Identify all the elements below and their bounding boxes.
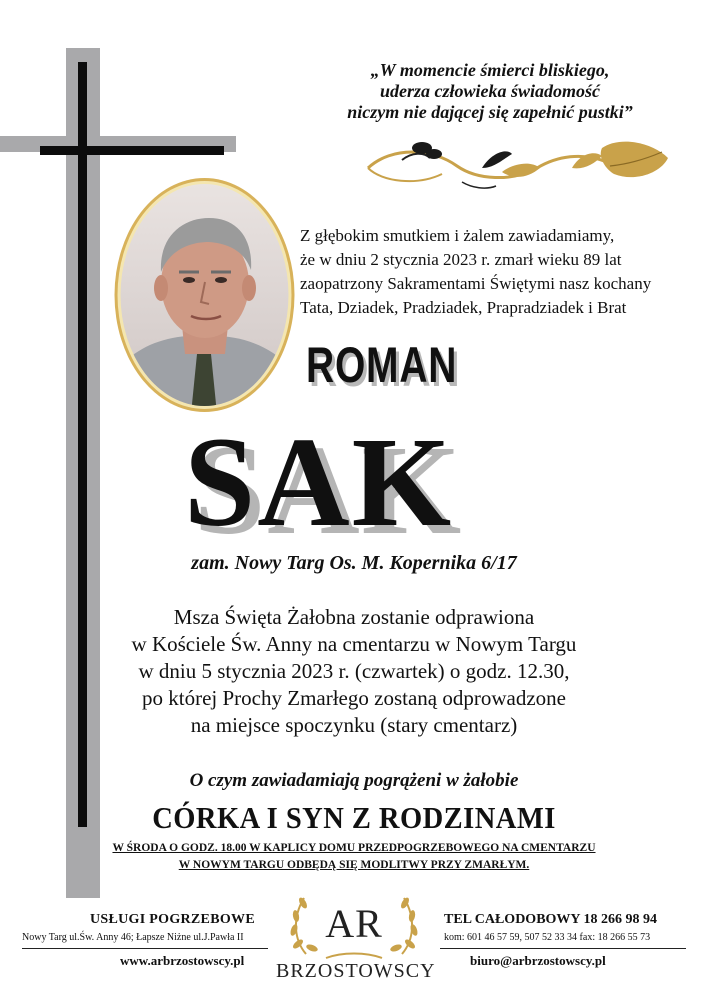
mass-line: w Kościele Św. Anny na cmentarzu w Nowym Targu [131,632,577,656]
announcement-intro [300,224,652,320]
quote-line: „W momencie śmierci bliskiego, [370,60,610,80]
deceased-address: zam. Nowy Targ Os. M. Kopernika 6/17 [191,552,517,574]
funeral-home-logo [276,884,436,996]
intro-line: Z głębokim smutkiem i żalem zawiadamiamy, [300,226,615,245]
intro-line: Tata, Dziadek, Pradziadek, Prapradziadek i Brat [300,298,627,317]
email-link[interactable]: biuro@arbrzostowscy.pl [470,953,606,968]
mass-line: po której Prochy Zmarłego zostaną odprowadzone [142,686,566,710]
prayer-notice [0,840,708,874]
funeral-services-address: Nowy Targ ul.Św. Anny 46; Łapsze Niżne ul.J.Pawła II [22,932,244,943]
deceased-first-name: ROMAN [306,337,458,393]
divider [22,948,268,949]
funeral-services-title: USŁUGI POGRZEBOWE [90,912,255,927]
divider [440,948,686,949]
phone-title: TEL CAŁODOBOWY 18 266 98 94 [444,912,658,927]
mourners-intro: O czym zawiadamiają pogrążeni w żałobie [189,770,519,791]
epitaph-quote [310,60,670,123]
mass-line: na miejsce spoczynku (stary cmentarz) [190,713,518,737]
mass-information [0,604,708,739]
cross-icon-horizontal [40,146,224,155]
gold-leaf-vine-ornament-icon [362,138,674,200]
intro-line: zaopatrzony Sakramentami Świętymi nasz kochany [300,274,652,293]
intro-line: że w dniu 2 stycznia 2023 r. zmarł wieku 89 lat [300,250,622,269]
prayer-line: W NOWYM TARGU ODBĘDĄ SIĘ MODLITWY PRZY ZMARŁYM. [178,859,530,871]
deceased-surname: SAK [184,411,454,553]
prayer-line: W ŚRODA O GODZ. 18.00 W KAPLICY DOMU PRZEDPOGRZEBOWEGO NA CMENTARZU [112,842,596,854]
logo-name: BRZOSTOWSCY [276,960,436,982]
portrait-photo [113,176,296,414]
quote-line: niczym nie dającej się zapełnić pustki” [347,102,633,122]
website-link[interactable]: www.arbrzostowscy.pl [120,953,245,968]
quote-line: uderza człowieka świadomość [379,81,600,101]
phone-numbers: kom: 601 46 57 59, 507 52 33 34 fax: 18 266 55 73 [444,932,651,943]
mass-line: w dniu 5 stycznia 2023 r. (czwartek) o godz. 12.30, [138,659,570,683]
mourners-names: CÓRKA I SYN Z RODZINAMI [152,800,556,835]
logo-monogram: AR [325,901,383,946]
mass-line: Msza Święta Żałobna zostanie odprawiona [173,605,535,629]
